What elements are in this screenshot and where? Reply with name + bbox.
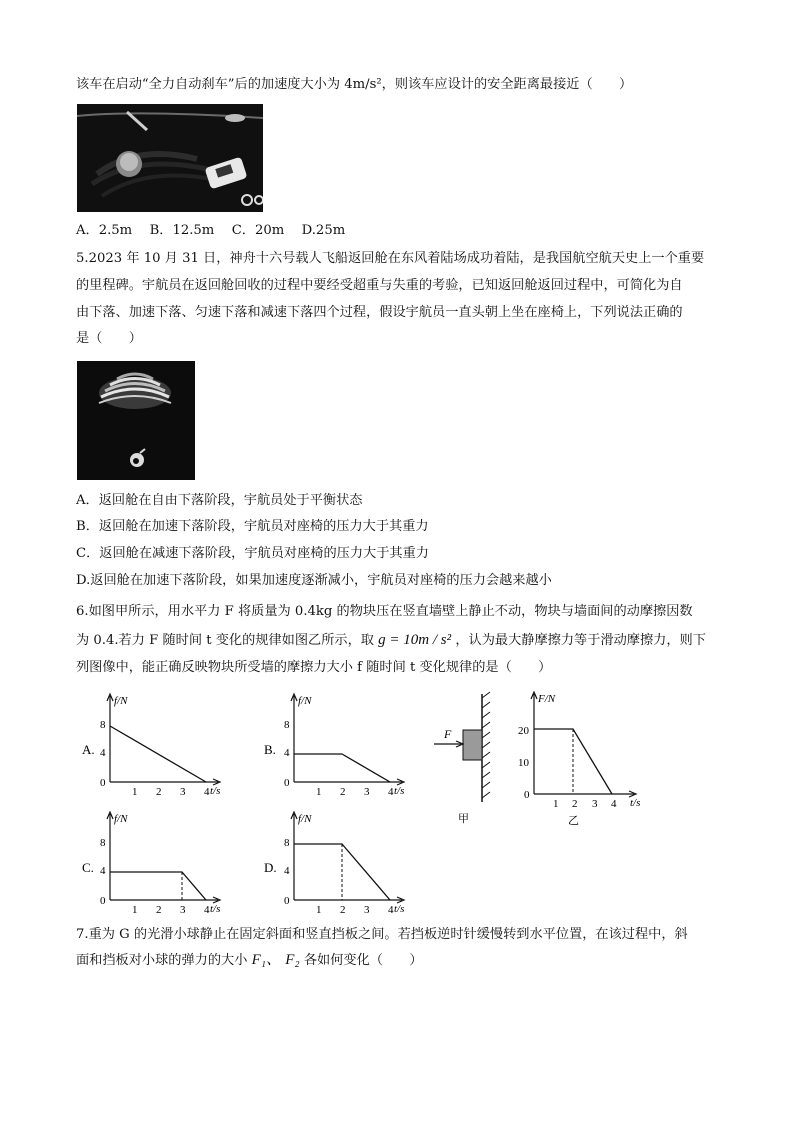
q6-line3: 列图像中，能正确反映物块所受墙的摩擦力大小 f 随时间 t 变化规律的是（ ） bbox=[76, 660, 552, 675]
q4-options: A．2.5m B．12.5m C．20m D.25m bbox=[76, 223, 346, 238]
graph-d-xtick-1: 1 bbox=[316, 904, 322, 916]
graph-a-xtick-1: 1 bbox=[132, 786, 138, 798]
q7-line2 bbox=[76, 951, 423, 970]
graph-a-xtick-2: 2 bbox=[156, 786, 162, 798]
graph-d-x-label: t/s bbox=[394, 903, 405, 915]
figure-yi-xtick-2: 2 bbox=[572, 798, 578, 810]
graph-c-xtick-3: 3 bbox=[180, 904, 186, 916]
q5-line2: 的里程碑。宇航员在返回舱回收的过程中要经受超重与失重的考验，已知返回舱返回过程中，可简化为自 bbox=[76, 278, 683, 293]
graph-b-origin: 0 bbox=[284, 777, 290, 789]
graph-a-series-line bbox=[110, 726, 206, 782]
graph-a-option-label: A. bbox=[82, 742, 95, 757]
graph-c-x-label: t/s bbox=[210, 903, 221, 915]
graph-c-option-label: C. bbox=[82, 860, 94, 875]
figure-yi bbox=[516, 688, 666, 828]
q6-line2 bbox=[76, 631, 706, 650]
graph-a-ytick-4: 4 bbox=[100, 747, 106, 759]
gravity-formula: g = 10m / s² bbox=[378, 632, 452, 648]
graph-b-ytick-4: 4 bbox=[284, 747, 290, 759]
graph-d-xtick-3: 3 bbox=[364, 904, 370, 916]
graph-d-origin: 0 bbox=[284, 895, 290, 907]
q5-option-c: C．返回舱在减速下落阶段，宇航员对座椅的压力大于其重力 bbox=[76, 546, 429, 561]
figure-yi-x-label: t/s bbox=[630, 797, 641, 809]
graph-b-option-label: B. bbox=[264, 742, 276, 757]
q5-option-d: D.返回舱在加速下落阶段，如果加速度逐渐减小，宇航员对座椅的压力会越来越小 bbox=[76, 573, 552, 588]
q7-line2-end: 各如何变化（ ） bbox=[303, 953, 423, 968]
graph-c-series-line bbox=[110, 872, 206, 900]
graph-c-xtick-1: 1 bbox=[132, 904, 138, 916]
graph-b-y-label: f/N bbox=[298, 695, 312, 707]
q7-line1: 7.重为 G 的光滑小球静止在固定斜面和竖直挡板之间。若挡板逆时针缓慢转到水平位置，在该过程中，斜 bbox=[76, 927, 688, 942]
figure-jia bbox=[432, 690, 502, 830]
q5-option-b: B．返回舱在加速下落阶段，宇航员对座椅的压力大于其重力 bbox=[76, 519, 429, 534]
graph-c-ytick-4: 4 bbox=[100, 865, 106, 877]
capsule-landing-photo bbox=[77, 361, 195, 480]
graph-b-xtick-2: 2 bbox=[340, 786, 346, 798]
force-f1: F₁、 bbox=[251, 952, 282, 968]
graph-c-ytick-8: 8 bbox=[100, 837, 106, 849]
graph-c bbox=[78, 808, 228, 918]
graph-a-x-label: t/s bbox=[210, 785, 221, 797]
q7-line2-start: 面和挡板对小球的弹力的大小 bbox=[76, 953, 248, 968]
q5-line4: 是（ ） bbox=[76, 331, 142, 346]
figure-yi-ytick-10: 10 bbox=[518, 757, 529, 769]
q6-line2-start: 为 0.4.若力 F 随时间 t 变化的规律如图乙所示，取 bbox=[76, 633, 374, 648]
graph-b-x-label: t/s bbox=[394, 785, 405, 797]
graph-c-xtick-4: 4 bbox=[204, 904, 210, 916]
figure-yi-y-label: F/N bbox=[538, 693, 556, 705]
graph-a-origin: 0 bbox=[100, 777, 106, 789]
q5-line3: 由下落、加速下落、匀速下落和减速下落四个过程，假设宇航员一直头朝上坐在座椅上，下列说法正确的 bbox=[76, 305, 683, 320]
figure-yi-ytick-20: 20 bbox=[518, 725, 529, 737]
graph-a-xtick-3: 3 bbox=[180, 786, 186, 798]
graph-d-ytick-8: 8 bbox=[284, 837, 290, 849]
figure-yi-origin: 0 bbox=[524, 789, 530, 801]
figure-yi-caption: 乙 bbox=[568, 815, 579, 827]
graph-b bbox=[262, 690, 412, 800]
force-f2: F₂ bbox=[285, 952, 300, 968]
graph-d-y-label: f/N bbox=[298, 813, 312, 825]
graph-b-ytick-8: 8 bbox=[284, 719, 290, 731]
graph-a-ytick-8: 8 bbox=[100, 719, 106, 731]
graph-a-xtick-4: 4 bbox=[204, 786, 210, 798]
graph-d-option-label: D. bbox=[264, 860, 277, 875]
graph-a bbox=[78, 690, 228, 800]
graph-b-xtick-3: 3 bbox=[364, 786, 370, 798]
graph-d bbox=[262, 808, 412, 918]
graph-d-ytick-4: 4 bbox=[284, 865, 290, 877]
figure-yi-xtick-3: 3 bbox=[592, 798, 598, 810]
q5-option-a: A．返回舱在自由下落阶段，宇航员处于平衡状态 bbox=[76, 493, 363, 508]
graph-c-origin: 0 bbox=[100, 895, 106, 907]
wall-hatching bbox=[482, 692, 490, 798]
graph-d-xtick-4: 4 bbox=[388, 904, 394, 916]
graph-d-xtick-2: 2 bbox=[340, 904, 346, 916]
graph-a-y-label: f/N bbox=[114, 695, 128, 707]
graph-b-xtick-4: 4 bbox=[388, 786, 394, 798]
graph-b-xtick-1: 1 bbox=[316, 786, 322, 798]
figure-jia-caption: 甲 bbox=[458, 813, 469, 825]
graph-c-y-label: f/N bbox=[114, 813, 128, 825]
q6-line1: 6.如图甲所示，用水平力 F 将质量为 0.4kg 的物块压在竖直墙壁上静止不动，物块与墙面间的动摩擦因数 bbox=[76, 604, 693, 619]
q6-line2-end: ，认为最大静摩擦力等于滑动摩擦力，则下 bbox=[455, 633, 706, 648]
graph-b-series-line bbox=[294, 754, 390, 782]
graph-c-xtick-2: 2 bbox=[156, 904, 162, 916]
q4-stem: 该车在启动“全力自动刹车”后的加速度大小为 4m/s²，则该车应设计的安全距离最接近（ ） bbox=[76, 77, 633, 92]
force-label: F bbox=[444, 727, 452, 741]
block bbox=[463, 730, 482, 760]
car-braking-photo bbox=[77, 104, 263, 212]
figure-yi-xtick-1: 1 bbox=[553, 798, 559, 810]
q5-line1: 5.2023 年 10 月 31 日，神舟十六号载人飞船返回舱在东风着陆场成功着陆，是我国航空航天史上一个重要 bbox=[76, 251, 705, 266]
figure-yi-xtick-4: 4 bbox=[611, 798, 617, 810]
